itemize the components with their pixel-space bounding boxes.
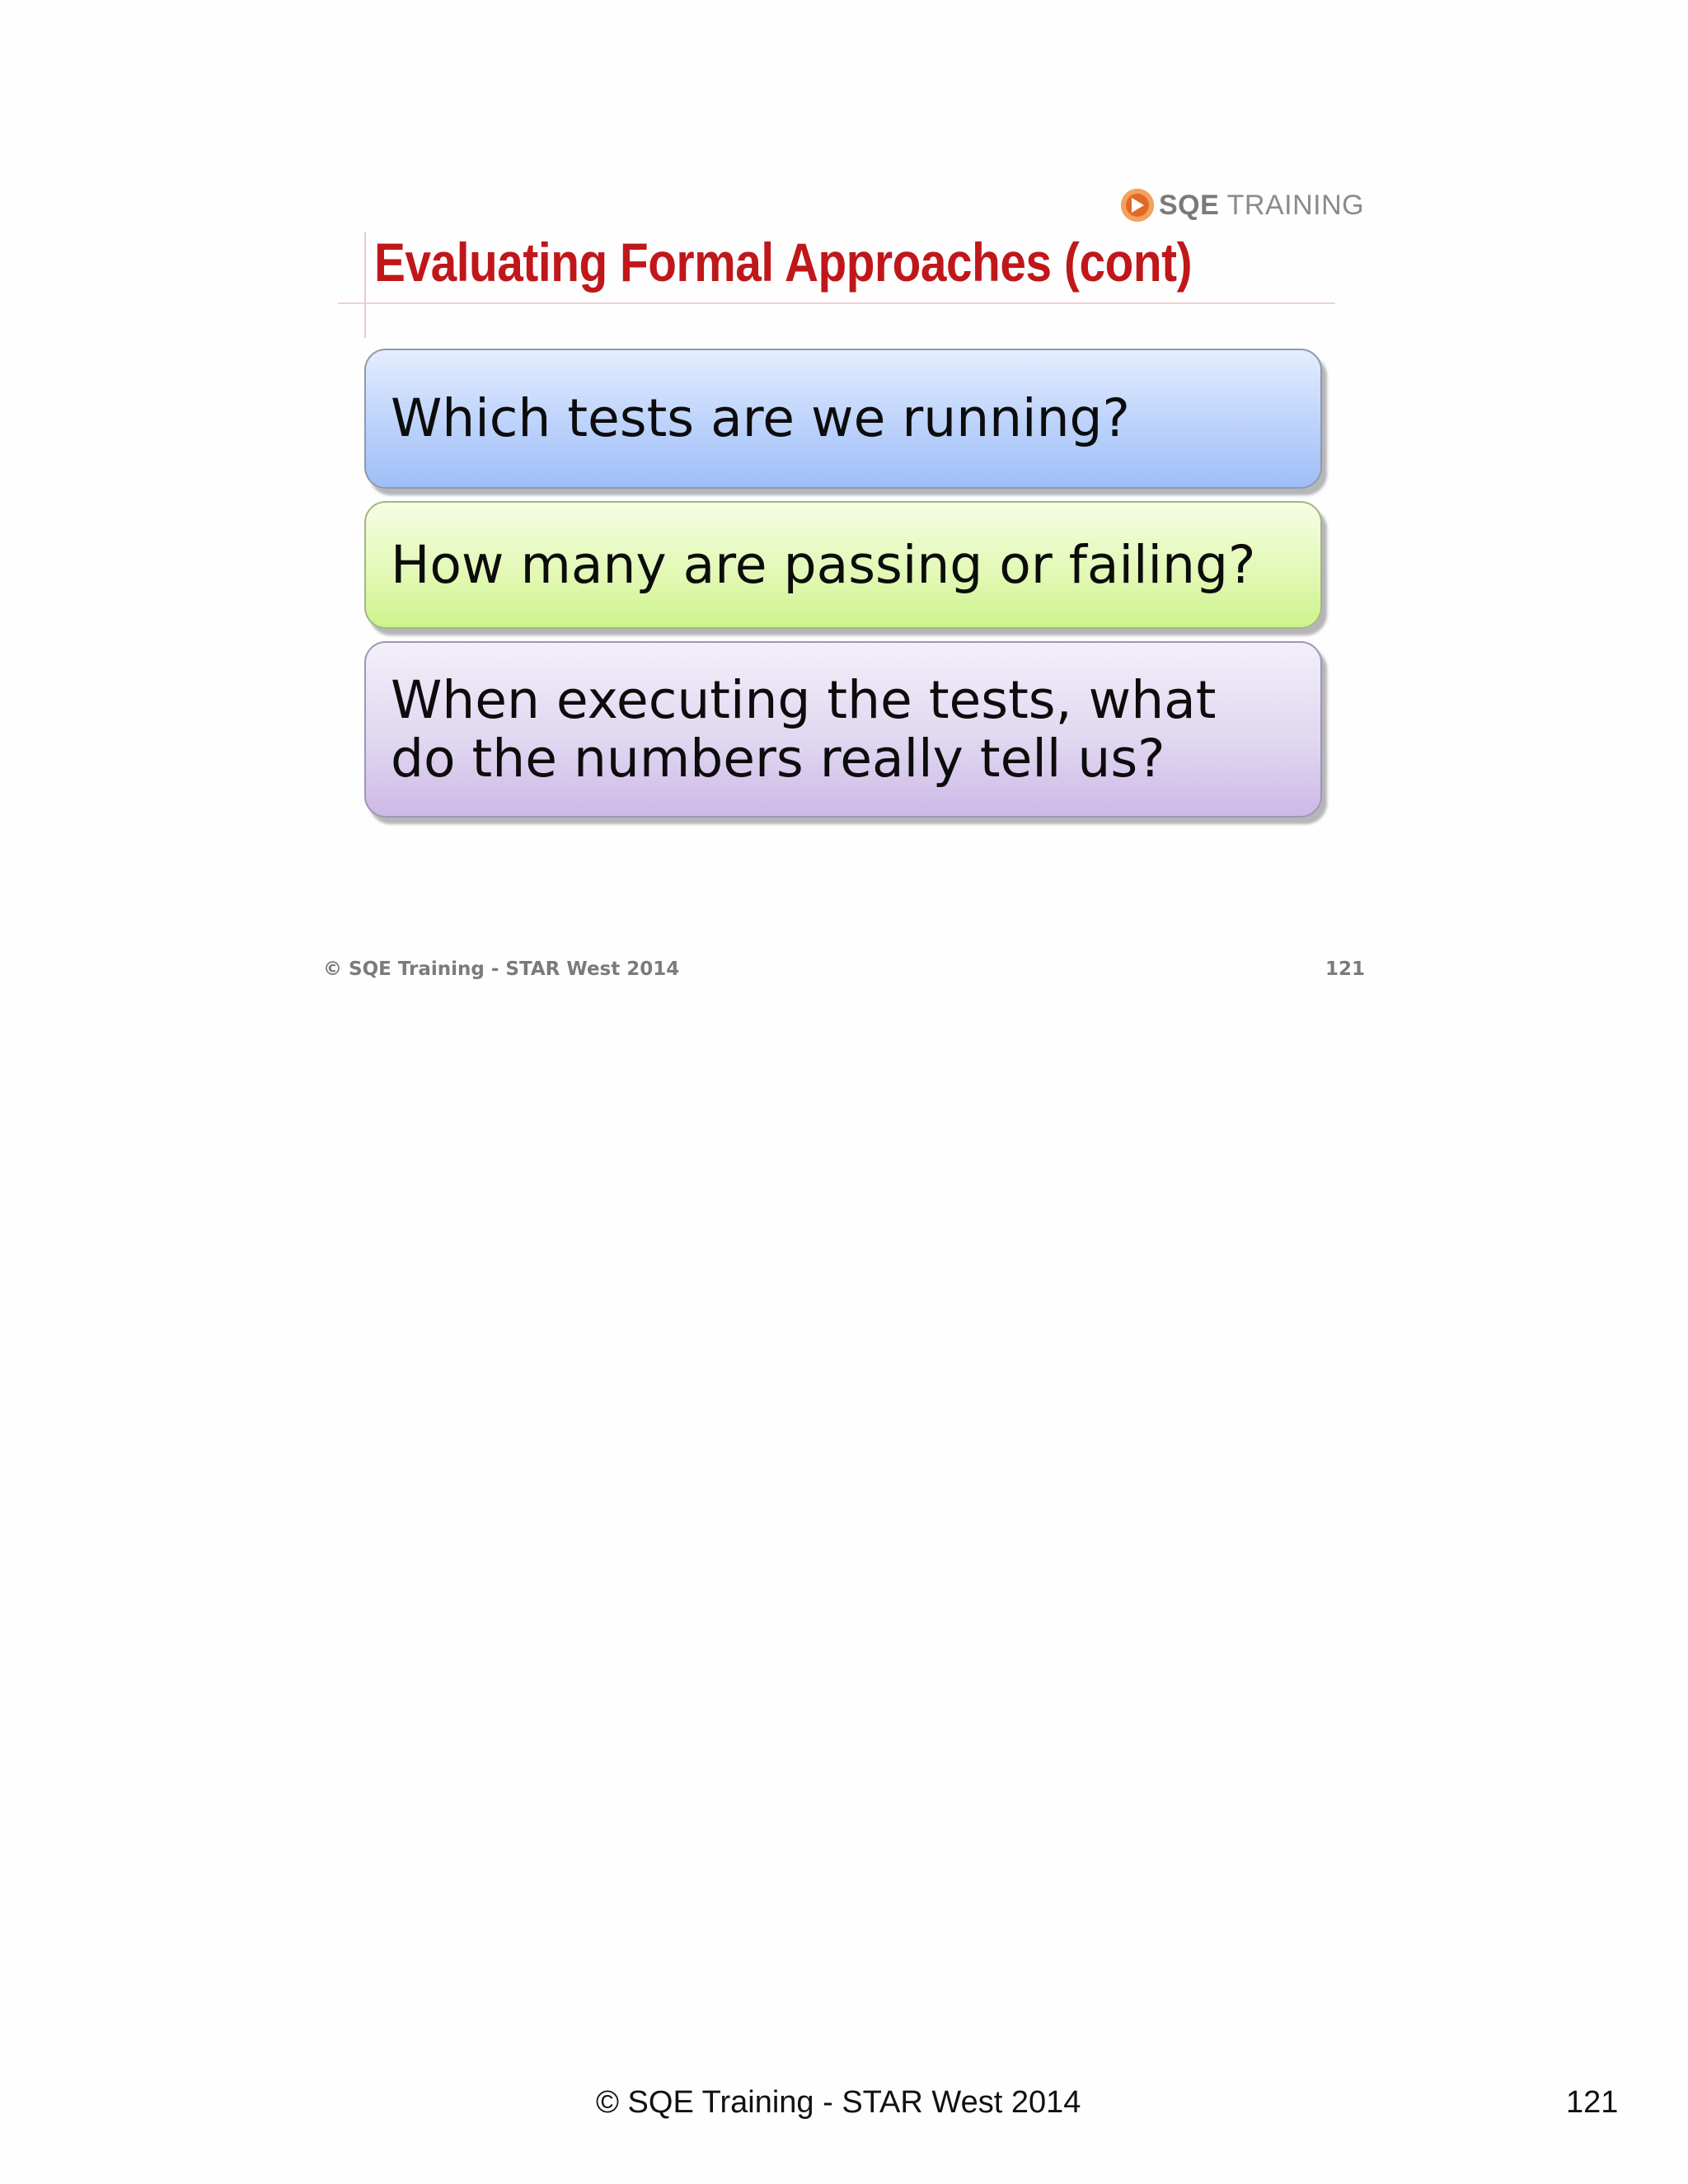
logo-text — [1159, 190, 1364, 222]
title-rule-vertical — [364, 232, 366, 338]
logo-word: TRAINING — [1226, 189, 1365, 221]
slide-footer-page-number: 121 — [1325, 958, 1366, 980]
question-box-2 — [364, 501, 1322, 629]
question-text-3-line-2: do the numbers really tell us? — [391, 729, 1165, 789]
play-icon — [1121, 189, 1154, 222]
slide — [321, 173, 1376, 997]
slide-footer-copyright: © SQE Training - STAR West 2014 — [323, 958, 680, 980]
page-footer-page-number: 121 — [1566, 2085, 1619, 2120]
question-text-2: How many are passing or failing? — [391, 534, 1256, 595]
question-text-1: Which tests are we running? — [391, 388, 1130, 449]
question-text-3 — [391, 671, 1216, 788]
slide-title: Evaluating Formal Approaches (cont) — [374, 232, 1193, 293]
question-box-3 — [364, 641, 1322, 818]
question-box-1 — [364, 349, 1322, 489]
page-footer-copyright: © SQE Training - STAR West 2014 — [596, 2085, 1081, 2120]
title-rule-horizontal — [338, 302, 1335, 304]
sqe-training-logo — [1121, 186, 1364, 224]
question-text-3-line-1: When executing the tests, what — [391, 669, 1217, 730]
logo-brand: SQE — [1159, 189, 1220, 221]
